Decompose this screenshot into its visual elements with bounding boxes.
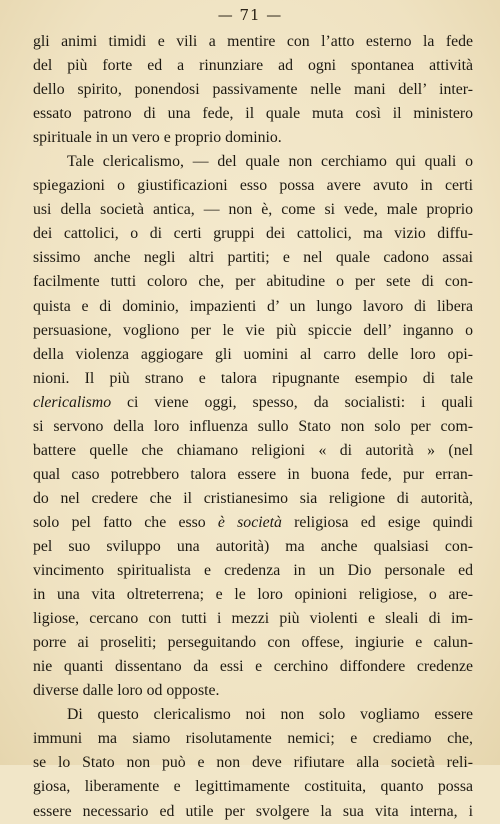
text-segment: dei cattolici, o di certi gruppi dei cattolici, ma vizio diffu- [33, 225, 473, 243]
text-segment: quista e di dominio, impazienti d’ un lungo lavoro di libera [33, 297, 473, 315]
text-line [33, 246, 473, 270]
text-line [33, 751, 473, 775]
text-line [33, 150, 473, 174]
text-line [33, 583, 473, 607]
text-segment: gli animi timidi e vili a mentire con l’atto esterno la fede [33, 33, 473, 50]
text-line [33, 367, 473, 391]
text-line [33, 800, 473, 824]
text-line [33, 703, 473, 727]
text-segment: della violenza aggiogare gli uomini al carro delle loro opi- [33, 345, 473, 363]
text-segment: ligiose, cercano con tutti i mezzi più violenti e sleali di im- [33, 610, 473, 628]
text-line [33, 775, 473, 799]
page-number: — 71 — [217, 6, 283, 24]
text-line [33, 559, 473, 583]
text-line [33, 30, 473, 54]
body-text [33, 30, 473, 824]
text-line [33, 511, 473, 535]
text-line [33, 415, 473, 439]
text-segment: essere necessario ed utile per svolgere la sua vita interna, i [33, 802, 473, 820]
text-line [33, 54, 473, 78]
text-segment: nie quanti dissentano da essi e cerchino diffondere credenze [33, 658, 473, 676]
text-segment: del più forte ed a rinunziare ad ogni spontanea attività [33, 57, 473, 75]
text-segment: immuni ma siamo risolutamente nemici; e crediamo che, [33, 730, 473, 748]
text-line [33, 126, 473, 150]
text-line [33, 174, 473, 198]
text-segment: in una vita oltreterrena; e le loro opinioni religiose, o are- [33, 586, 473, 604]
text-line [33, 319, 473, 343]
text-segment: usi della società antica, — non è, come si vede, male proprio [33, 201, 473, 219]
text-segment: spirituale in un vero e proprio dominio. [33, 129, 282, 147]
text-line [33, 198, 473, 222]
text-segment: battere quelle che chiamano religioni « di autorità » (nel [33, 441, 473, 459]
text-line [33, 655, 473, 679]
text-segment: persuasione, vogliono per le vie più spiccie dell’ inganno o [33, 321, 473, 339]
text-segment: qual caso potrebbero talora essere in buona fede, pur erran- [33, 465, 473, 483]
text-line [33, 295, 473, 319]
text-segment: do nel credere che il cristianesimo sia religione di autorità, [33, 489, 473, 507]
italic-text: è società [217, 513, 282, 531]
text-segment: porre ai proseliti; perseguitando con offese, ingiurie e calun- [33, 634, 473, 652]
text-segment: Di questo clericalismo noi non solo vogliamo essere [67, 706, 473, 724]
text-segment: essato patrono di una fede, il quale muta così il ministero [33, 105, 473, 123]
text-segment: si servono della loro influenza sullo Stato non solo per com- [33, 417, 473, 435]
text-line [33, 78, 473, 102]
text-segment: solo pel fatto che esso [33, 513, 218, 531]
text-segment: giosa, liberamente e legittimamente costituita, quanto possa [33, 778, 473, 796]
text-segment: facilmente tutti coloro che, per abitudine o per sete di con- [33, 273, 473, 291]
text-segment: vincimento spiritualista e credenza in un Dio personale ed [33, 562, 473, 580]
italic-text: clericalismo [33, 393, 112, 411]
text-segment: spiegazioni o giustificazioni esso possa avere avuto in certi [33, 177, 473, 195]
text-segment: ci viene oggi, spesso, da socialisti: i quali [111, 393, 473, 411]
text-line [33, 679, 473, 703]
text-segment: religiosa ed esige quindi [281, 513, 473, 531]
text-line [33, 535, 473, 559]
text-segment: sissimo anche negli altri partiti; e nel quale cadono assai [33, 249, 473, 267]
text-line [33, 727, 473, 751]
text-line [33, 102, 473, 126]
text-segment: Tale clericalismo, — del quale non cerchiamo qui quali o [67, 153, 473, 171]
text-line [33, 487, 473, 511]
text-segment: pel suo sviluppo una autorità) ma anche qualsiasi con- [33, 537, 473, 555]
text-line [33, 439, 473, 463]
text-line [33, 270, 473, 294]
text-segment: nioni. Il più strano e talora ripugnante esempio di tale [33, 369, 473, 387]
text-line [33, 391, 473, 415]
text-line [33, 607, 473, 631]
text-line [33, 631, 473, 655]
text-segment: se lo Stato non può e non deve rifiutare alla società reli- [33, 754, 473, 772]
text-line [33, 222, 473, 246]
text-segment: diverse dalle loro od opposte. [33, 682, 220, 700]
text-segment: dello spirito, ponendosi passivamente nelle mani dell’ inter- [33, 81, 473, 99]
text-line [33, 463, 473, 487]
text-line [33, 343, 473, 367]
